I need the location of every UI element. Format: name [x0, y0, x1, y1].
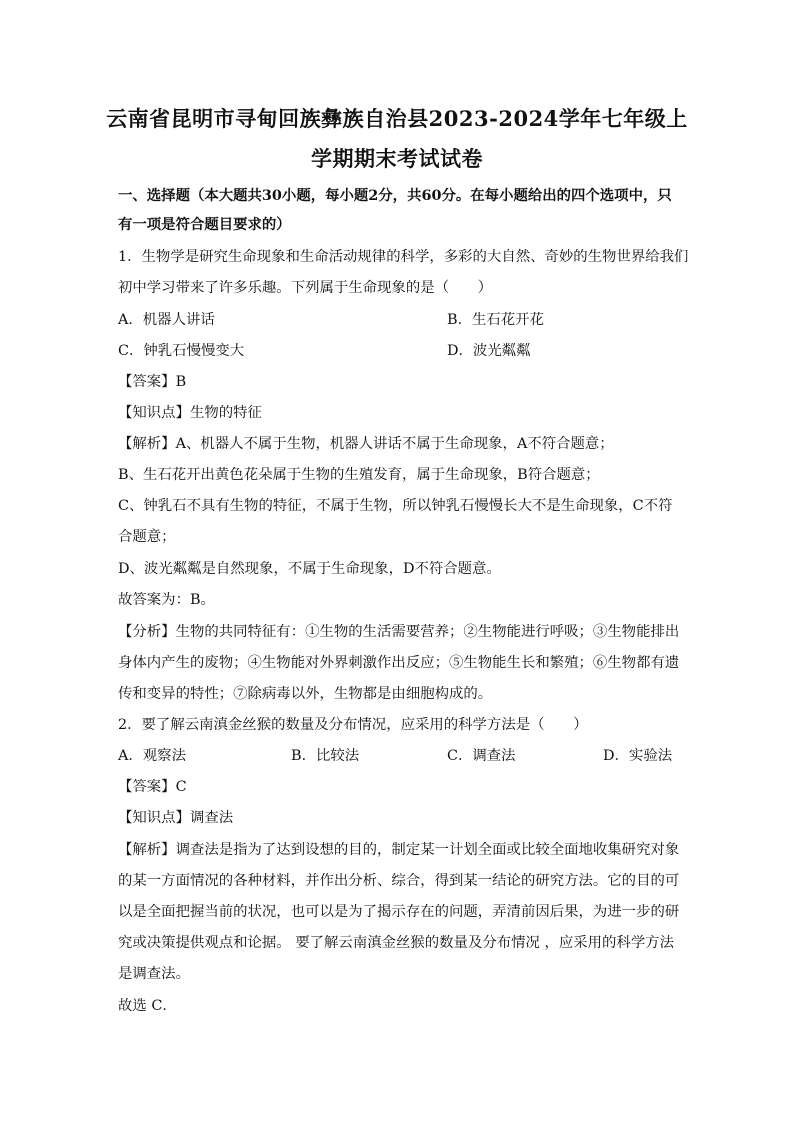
exam-title-line-1: 云南省昆明市寻甸回族彝族自治县2023-2024学年七年级上 [106, 106, 688, 131]
q1-option-b: B．生石花开花 [447, 312, 544, 328]
q2-analysis-line-5: 是调查法。 [118, 966, 190, 982]
q1-analysis-line-4: 合题意； [118, 529, 176, 545]
exam-title-line-2: 学期期末考试试卷 [311, 146, 483, 171]
q1-answer: 【答案】B [118, 374, 187, 390]
q2-analysis-line-3: 以是全面把握当前的状况，也可以是为了揭示存在的问题，弄清前因后果，为进一步的研 [118, 904, 680, 920]
q2-analysis-line-6: 故选 C． [118, 998, 177, 1014]
q2-option-d: D．实验法 [603, 748, 673, 764]
q1-knowledge-point: 【知识点】生物的特征 [118, 405, 262, 421]
q1-fenxi-line-1: 【分析】生物的共同特征有：①生物的生活需要营养；②生物能进行呼吸；③生物能排出 [118, 624, 680, 640]
q1-analysis-line-6: 故答案为：B。 [118, 592, 215, 608]
q2-option-b: B．比较法 [291, 748, 360, 764]
section-heading-line-2: 有一项是符合题目要求的） [118, 216, 291, 233]
q1-option-c: C．钟乳石慢慢变大 [118, 343, 245, 359]
q1-analysis-line-1: 【解析】A、机器人不属于生物，机器人讲话不属于生命现象，A不符合题意； [118, 436, 614, 452]
q2-stem: 2．要了解云南滇金丝猴的数量及分布情况，应采用的科学方法是（ ） [118, 717, 588, 733]
q1-option-d: D．波光粼粼 [447, 343, 531, 359]
q1-stem-line-2: 初中学习带来了许多乐趣。下列属于生命现象的是（ ） [118, 280, 493, 296]
q2-answer: 【答案】C [118, 779, 187, 795]
q1-analysis-line-2: B、生石花开出黄色花朵属于生物的生殖发育，属于生命现象，B符合题意； [118, 467, 600, 483]
q1-analysis-line-3: C、钟乳石不具有生物的特征，不属于生物，所以钟乳石慢慢长大不是生命现象，C不符 [118, 498, 673, 514]
q2-knowledge-point: 【知识点】调查法 [118, 810, 234, 826]
q2-analysis-line-4: 究或决策提供观点和论据。 要了解云南滇金丝猴的数量及分布情况 ，应采用的科学方法 [118, 935, 674, 951]
section-heading-line-1: 一、选择题（本大题共30小题，每小题2分，共60分。在每小题给出的四个选项中，只 [118, 187, 672, 204]
q2-analysis-line-1: 【解析】调查法是指为了达到设想的目的，制定某一计划全面或比较全面地收集研究对象 [118, 842, 680, 858]
q1-stem-line-1: 1．生物学是研究生命现象和生命活动规律的科学，多彩的大自然、奇妙的生物世界给我们 [118, 249, 689, 265]
q2-analysis-line-2: 的某一方面情况的各种材料，并作出分析、综合，得到某一结论的研究方法。它的目的可 [118, 873, 680, 889]
q1-fenxi-line-2: 身体内产生的废物；④生物能对外界刺激作出反应；⑤生物能生长和繁殖；⑥生物都有遗 [118, 655, 680, 671]
q1-analysis-line-5: D、波光粼粼是自然现象，不属于生命现象，D不符合题意。 [118, 561, 501, 577]
q2-option-c: C．调查法 [447, 748, 516, 764]
q2-option-a: A．观察法 [118, 748, 186, 764]
q1-option-a: A．机器人讲话 [118, 312, 215, 328]
q1-fenxi-line-3: 传和变异的特性；⑦除病毒以外，生物都是由细胞构成的。 [118, 686, 493, 702]
